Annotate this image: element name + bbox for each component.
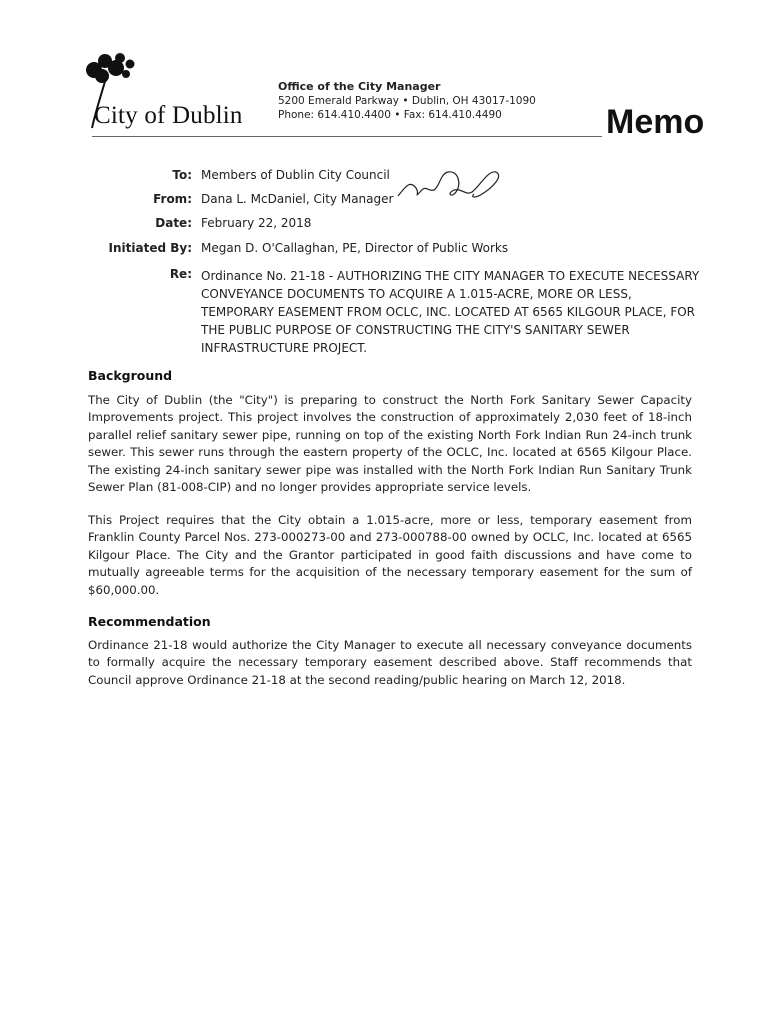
header-divider — [92, 136, 602, 137]
from-label: From: — [153, 192, 192, 206]
background-paragraph-2: This Project requires that the City obtain a 1.015-acre, more or less, temporary easement from Franklin County Parcel Nos. 273-000273-00 and 273-000788-00 owned by OCLC, Inc. located at 6565 Kilgour Place. The City and the Grantor participated in good faith discussions and have come to mutually agreeable terms for the acquisition of the necessary temporary easement for the sum of $60,000.00. — [88, 513, 692, 597]
handwritten-signature — [396, 164, 506, 206]
date-value: February 22, 2018 — [201, 216, 312, 230]
from-value: Dana L. McDaniel, City Manager — [201, 192, 394, 206]
office-phone-fax: Phone: 614.410.4400 • Fax: 614.410.4490 — [278, 109, 502, 121]
background-heading: Background — [88, 368, 173, 383]
logo-wordmark: City of Dublin — [94, 102, 243, 129]
recommendation-heading: Recommendation — [88, 614, 211, 629]
office-name: Office of the City Manager — [278, 80, 441, 93]
office-address: 5200 Emerald Parkway • Dublin, OH 43017-1090 — [278, 95, 536, 107]
date-label: Date: — [155, 216, 192, 230]
memo-title: Memo — [606, 103, 705, 141]
background-paragraph-1: The City of Dublin (the "City") is preparing to construct the North Fork Sanitary Sewer Capacity Improvements project. This project involves the construction of approximately 2,030 feet of 18-inch parallel relief sanitary sewer pipe, running on top of the existing North Fork Indian Run 24-inch trunk sewer. This sewer runs through the eastern property of the OCLC, Inc. located at 6565 Kilgour Place. The existing 24-inch sanitary sewer pipe was installed with the North Fork Indian Run Sanitary Trunk Sewer Plan (81-008-CIP) and no longer provides appropriate service levels. — [88, 393, 692, 495]
initiated-by-value: Megan D. O'Callaghan, PE, Director of Public Works — [201, 241, 509, 255]
initiated-by-label: Initiated By: — [108, 241, 192, 255]
to-value: Members of Dublin City Council — [201, 168, 390, 182]
re-label: Re: — [169, 267, 192, 281]
re-value: Ordinance No. 21-18 - AUTHORIZING THE CITY MANAGER TO EXECUTE NECESSARY CONVEYANCE DOCUMENTS TO ACQUIRE A 1.015-ACRE, MORE OR LESS, TEMPORARY EASEMENT FROM OCLC, INC. LOCATED AT 6565 KILGOUR PLACE, FOR THE PUBLIC PURPOSE OF CONSTRUCTING THE CITY'S SANITARY SEWER INFRASTRUCTURE PROJECT. — [201, 269, 700, 355]
office-address-block — [278, 80, 536, 122]
to-label: To: — [172, 168, 192, 182]
recommendation-paragraph: Ordinance 21-18 would authorize the City Manager to execute all necessary conveyance documents to formally acquire the necessary temporary easement described above. Staff recommends that Council approve Ordinance 21-18 at the second reading/public hearing on March 12, 2018. — [88, 638, 692, 687]
